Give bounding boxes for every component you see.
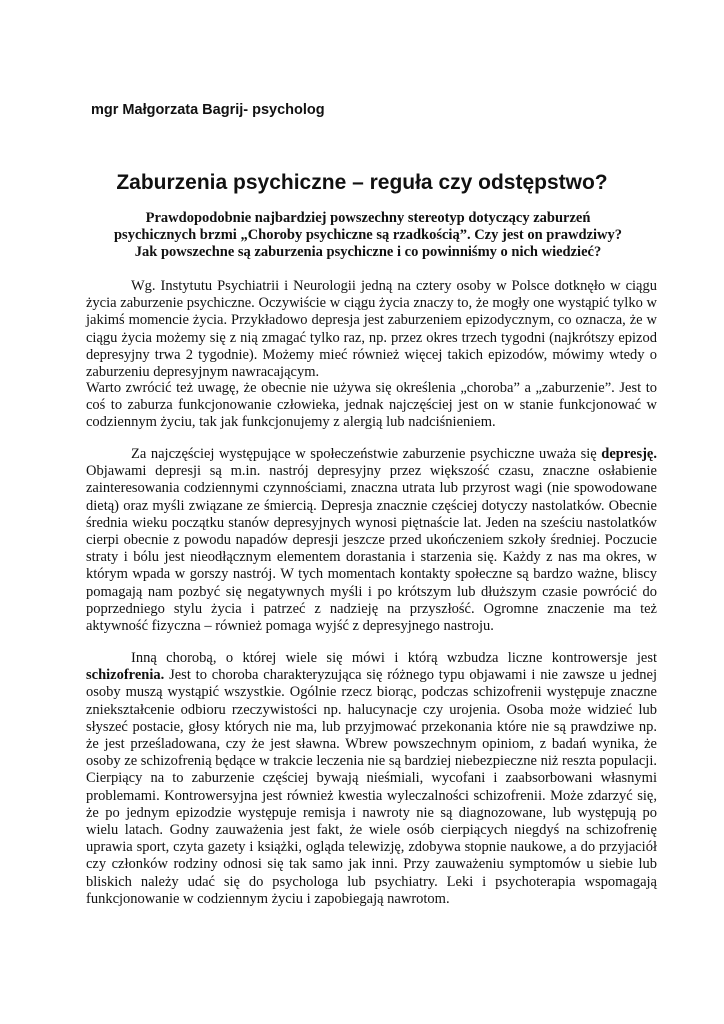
emphasis-schizophrenia: schizofrenia. bbox=[86, 667, 165, 684]
body-paragraph-2 bbox=[86, 380, 657, 432]
paragraph-rest: Objawami depresji są m.in. nastrój depresyjny przez większość czasu, znaczne osłabienie zainteresowania codziennymi czynnościami, znaczna utrata lub przyrost wagi (nie spowodowane dietą) oraz myśli związane ze śmiercią. Depresja znacznie częściej dotyczy nastolatków. Obecnie średnia wieku początku stanów depresyjnych wynosi piętnaście lat. Jeden na sześciu nastolatków cierpi obecnie z powodu napadów depresji jeszcze przed ukończeniem szkoły średniej. Poczucie straty i bólu jest nieodłącznym elementem dorastania i starzenia się. Każdy z nas ma okres, w którym wpada w gorszy nastrój. W tych momentach kontakty społeczne są bardzo ważne, bliscy pomagają nam pozbyć się negatywnych myśli i po krótszym lub dłuższym czasie powrócić do poprzedniego stylu życia i patrzeć z nadzieję na przyszłość. Ogromne znaczenie ma też aktywność fizyczna – również pomaga wyjść z depresyjnego nastroju. bbox=[86, 463, 657, 635]
document-title: Zaburzenia psychiczne – reguła czy odstępstwo? bbox=[116, 171, 608, 194]
body-paragraph-4 bbox=[86, 650, 657, 908]
emphasis-depression: depresję. bbox=[601, 446, 657, 462]
paragraph-rest: Jest to choroba charakteryzująca się różnego typu objawami i nie zawsze u jednej osoby muszą wystąpić wszystkie. Ogólnie rzecz biorąc, podczas schizofrenii występuje znaczne zniekształcenie odbioru rzeczywistości np. halucynacje czy urojenia. Osoba może widzieć lub słyszeć postacie, głosy których nie ma, lub przyjmować przekonania które nie są prawdziwe np. że jest prześladowana, czy że jest sławna. Wbrew powszechnym opiniom, z badań wynika, że osoby ze schizofrenią będące w trakcie leczenia nie są bardziej niebezpieczne niż reszta populacji. Cierpiący na to zaburzenie częściej bywają nieśmiali, wycofani i zaabsorbowani własnymi problemami. Kontrowersyjna jest również kwestia wyleczalności schizofrenii. Może zdarzyć się, że po jednym epizodzie występuje remisja i nawroty nie są diagnozowane, lub występują po wielu latach. Godny zauważenia jest fakt, że wiele osób cierpiących niegdyś na schizofrenię uprawia sport, czyta gazety i książki, ogląda telewizję, zdobywa stopnie naukowe, a do przyjaciół czy członków rodziny odnosi się tak samo jak inni. Przy zauważeniu symptomów u siebie lub bliskich należy udać się do psychologa lub psychiatry. Leki i psychoterapia wspomagają funkcjonowanie w codziennym życiu i zapobiegają nawrotom. bbox=[86, 667, 657, 907]
lead-line: Jak powszechne są zaburzenia psychiczne i co powinniśmy o nich wiedzieć? bbox=[134, 244, 602, 260]
paragraph-text bbox=[86, 650, 657, 908]
paragraph-text bbox=[86, 446, 657, 635]
body-paragraph-1 bbox=[86, 278, 657, 381]
paragraph-text: Wg. Instytutu Psychiatrii i Neurologii jedną na cztery osoby w Polsce dotknęło w ciągu życia zaburzenie psychiczne. Oczywiście w ciągu życia znaczy to, że mogły one wystąpić tylko w jakimś momencie życia. Przykładowo depresja jest zaburzeniem epizodycznym, co oznacza, że w ciągu życia możemy się z nią zmagać tylko raz, np. przez okres trzech tygodni (najkrótszy epizod depresyjny trwa 2 tygodnie). Możemy mieć również więcej takich epizodów, mówimy wtedy o zaburzeniu depresyjnym nawracającym. bbox=[86, 278, 657, 381]
body-paragraph-3 bbox=[86, 446, 657, 635]
lead-paragraph bbox=[80, 210, 656, 261]
paragraph-start: Za najczęściej występujące w społeczeństwie zaburzenie psychiczne uważa się bbox=[131, 446, 602, 462]
lead-line: Prawdopodobnie najbardziej powszechny stereotyp dotyczący zaburzeń bbox=[145, 210, 591, 226]
paragraph-text: Warto zwrócić też uwagę, że obecnie nie używa się określenia „choroba” a „zaburzenie”. Jest to coś to zaburza funkcjonowanie człowieka, jednak najczęściej jest on w stanie funkcjonować w codziennym życiu, tak jak funkcjonujemy z alergią lub nadciśnieniem. bbox=[86, 380, 657, 431]
author-line: mgr Małgorzata Bagrij- psycholog bbox=[91, 102, 325, 118]
lead-line: psychicznych brzmi „Choroby psychiczne są rzadkością”. Czy jest on prawdziwy? bbox=[113, 227, 623, 243]
paragraph-start: Inną chorobą, o której wiele się mówi i którą wzbudza liczne kontrowersje jest bbox=[131, 650, 657, 666]
